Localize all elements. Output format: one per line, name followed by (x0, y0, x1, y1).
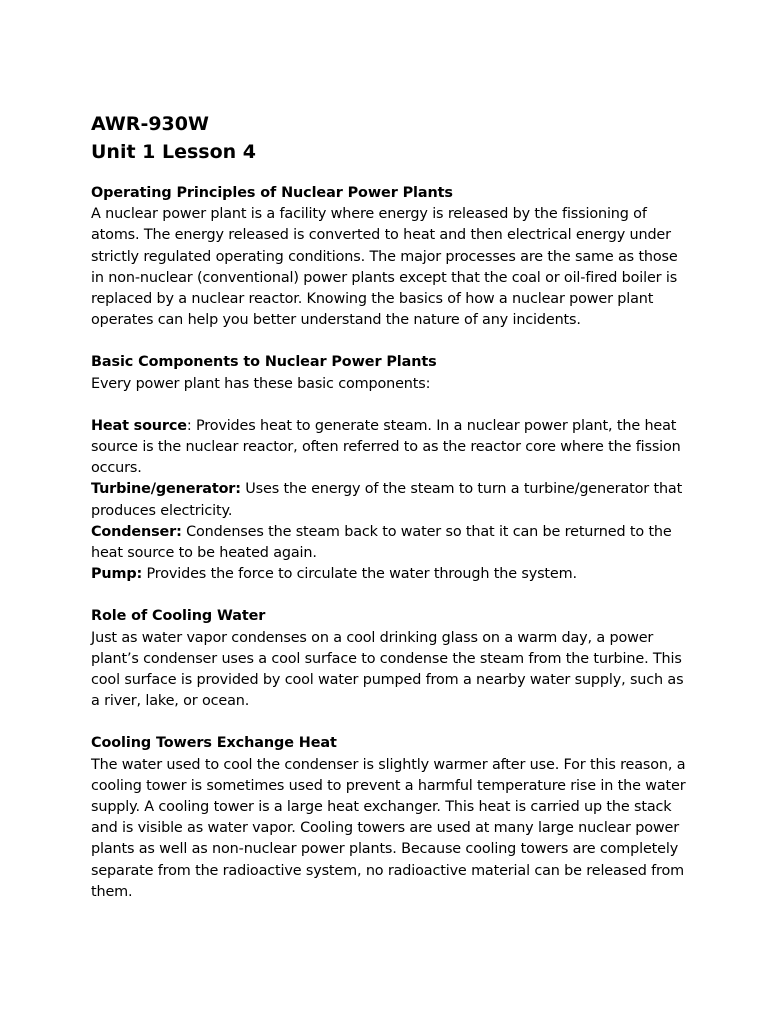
component-term: Pump: (91, 566, 143, 583)
section-heading: Basic Components to Nuclear Power Plants (91, 354, 437, 371)
component-term: Heat source (91, 417, 187, 434)
component-description: Provides the force to circulate the water through the system. (142, 566, 577, 583)
section-intro: Every power plant has these basic components: (91, 375, 431, 392)
section-heading: Operating Principles of Nuclear Power Plants (91, 185, 453, 201)
section-body: A nuclear power plant is a facility where energy is released by the fissioning of atoms. The energy released is converted to heat and then electrical energy under strictly regulated operating conditions. The major processes are the same as those in non-nuclear (conventional) power plants except that the coal or oil-fired boiler is replaced by a nuclear reactor. Knowing the basics of how a nuclear power plant operates can help you better understand the nature of any incidents. (91, 206, 678, 329)
section-operating-principles (91, 183, 691, 331)
section-heading: Cooling Towers Exchange Heat (91, 735, 337, 752)
section-body: Just as water vapor condenses on a cool drinking glass on a warm day, a power plant’s condenser uses a cool surface to condense the steam from the turbine. This cool surface is provided by cool water pumped from a nearby water supply, such as a river, lake, or ocean. (91, 629, 684, 710)
document-lesson-title: Unit 1 Lesson 4 (91, 141, 257, 163)
component-term: Turbine/generator: (91, 481, 241, 498)
component-description: Uses the energy of the steam to turn a turbine/generator that produces electricity. (91, 481, 683, 519)
section-cooling-water (91, 606, 691, 712)
component-item-pump (91, 564, 691, 585)
document-code-title: AWR-930W (91, 113, 209, 135)
component-description: Condenses the steam back to water so that it can be returned to the heat source to be heated again. (91, 523, 672, 562)
component-term: Condenser: (91, 523, 182, 540)
section-body: The water used to cool the condenser is slightly warmer after use. For this reason, a cooling tower is sometimes used to prevent a harmful temperature rise in the water supply. A cooling tower is a large heat exchanger. This heat is carried up the stack and is visible as water vapor. Cooling towers are used at many large nuclear power plants as well as non-nuclear power plants. Because cooling towers are completely separate from the radioactive system, no radioactive material can be released from them. (91, 756, 686, 900)
component-item-turbine-generator (91, 479, 691, 521)
component-item-heat-source (91, 416, 691, 480)
component-description: : Provides heat to generate steam. In a nuclear power plant, the heat source is the nuclear reactor, often referred to as the reactor core where the fission occurs. (91, 417, 681, 477)
component-item-condenser (91, 522, 691, 564)
section-cooling-towers (91, 733, 691, 903)
section-heading: Role of Cooling Water (91, 608, 266, 625)
document-page (91, 110, 691, 903)
section-basic-components (91, 352, 691, 585)
